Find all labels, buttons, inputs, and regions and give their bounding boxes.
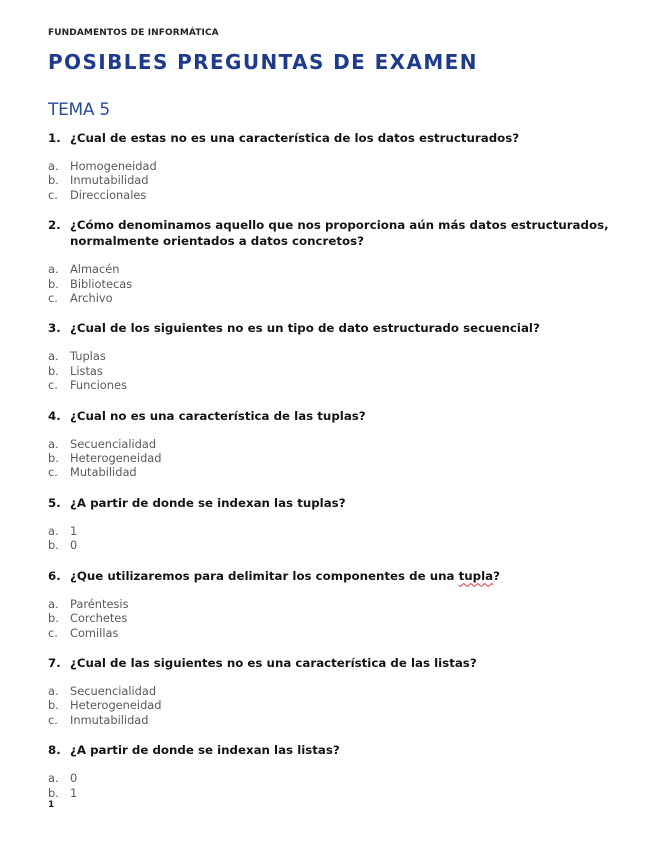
answer-option xyxy=(48,277,618,291)
option-text: 0 xyxy=(70,538,78,553)
option-letter: b. xyxy=(48,698,59,713)
question-text: ¿Cual de las siguientes no es una característica de las listas? xyxy=(70,655,477,670)
answer-option xyxy=(48,465,618,479)
option-letter: a. xyxy=(48,349,59,364)
option-text: Almacén xyxy=(70,262,120,277)
question-7 xyxy=(48,655,618,727)
answer-options xyxy=(48,262,618,305)
question-text: ¿Cómo denominamos aquello que nos proporciona aún más datos estructurados, normalmente orientados a datos concretos? xyxy=(70,218,609,249)
option-letter: c. xyxy=(48,187,58,202)
answer-option xyxy=(48,524,618,538)
question-3 xyxy=(48,320,618,392)
answer-option xyxy=(48,451,618,465)
question-5 xyxy=(48,495,618,553)
option-text: Mutabilidad xyxy=(70,465,137,480)
question-text-part: ? xyxy=(493,568,500,583)
answer-options xyxy=(48,349,618,392)
option-letter: b. xyxy=(48,611,59,626)
option-letter: c. xyxy=(48,625,58,640)
option-letter: b. xyxy=(48,451,59,466)
option-letter: c. xyxy=(48,291,58,306)
option-letter: a. xyxy=(48,436,59,451)
answer-options xyxy=(48,437,618,480)
answer-options xyxy=(48,771,618,800)
option-text: Archivo xyxy=(70,291,113,306)
option-letter: b. xyxy=(48,538,59,553)
answer-option xyxy=(48,188,618,202)
option-text: Direccionales xyxy=(70,187,147,202)
answer-option xyxy=(48,291,618,305)
answer-option xyxy=(48,698,618,712)
option-letter: a. xyxy=(48,523,59,538)
option-text: Inmutabilidad xyxy=(70,712,149,727)
option-letter: c. xyxy=(48,378,58,393)
answer-options xyxy=(48,159,618,202)
question-number: 2. xyxy=(48,218,61,233)
option-letter: b. xyxy=(48,276,59,291)
question-number: 4. xyxy=(48,408,61,423)
option-text: Bibliotecas xyxy=(70,276,133,291)
option-text: Heterogeneidad xyxy=(70,451,162,466)
section-title: TEMA 5 xyxy=(48,100,110,120)
option-text: Heterogeneidad xyxy=(70,698,162,713)
option-text: Funciones xyxy=(70,378,127,393)
question-number: 1. xyxy=(48,131,61,145)
option-text: Inmutabilidad xyxy=(70,173,149,188)
option-text: Secuencialidad xyxy=(70,683,157,698)
answer-option xyxy=(48,626,618,640)
question-text: ¿Cual de los siguientes no es un tipo de dato estructurado secuencial? xyxy=(70,321,540,336)
option-text: 1 xyxy=(70,785,78,800)
question-text: ¿Cual de estas no es una característica de los datos estructurados? xyxy=(70,131,520,145)
answer-option xyxy=(48,159,618,173)
question-number: 7. xyxy=(48,655,61,670)
option-text: 1 xyxy=(70,523,78,538)
question-number: 8. xyxy=(48,743,61,758)
question-number: 5. xyxy=(48,495,61,510)
question-2 xyxy=(48,217,618,305)
answer-option xyxy=(48,262,618,276)
answer-option xyxy=(48,538,618,552)
question-text: ¿A partir de donde se indexan las tuplas? xyxy=(70,495,346,510)
answer-option xyxy=(48,437,618,451)
option-letter: a. xyxy=(48,596,59,611)
option-letter: a. xyxy=(48,771,59,786)
option-letter: c. xyxy=(48,712,58,727)
question-text: ¿A partir de donde se indexan las listas? xyxy=(70,743,340,758)
option-letter: b. xyxy=(48,785,59,800)
answer-option xyxy=(48,713,618,727)
option-text: Paréntesis xyxy=(70,596,129,611)
answer-options xyxy=(48,597,618,640)
option-text: Corchetes xyxy=(70,611,128,626)
option-letter: b. xyxy=(48,363,59,378)
answer-option xyxy=(48,173,618,187)
question-text-part: ¿Que utilizaremos para delimitar los componentes de una xyxy=(70,568,459,583)
option-text: Homogeneidad xyxy=(70,159,157,173)
question-number: 6. xyxy=(48,568,61,583)
answer-option xyxy=(48,684,618,698)
question-1 xyxy=(48,130,618,202)
question-number: 3. xyxy=(48,321,61,336)
question-text: ¿Cual no es una característica de las tuplas? xyxy=(70,408,366,423)
option-text: Secuencialidad xyxy=(70,436,157,451)
answer-options xyxy=(48,524,618,553)
question-text xyxy=(70,568,618,584)
course-name: FUNDAMENTOS DE INFORMÁTICA xyxy=(48,28,219,38)
option-letter: a. xyxy=(48,159,59,173)
question-list xyxy=(48,130,618,815)
option-text: Tuplas xyxy=(70,349,106,364)
spellcheck-flagged-word: tupla xyxy=(458,568,494,583)
option-text: Listas xyxy=(70,363,103,378)
answer-option xyxy=(48,378,618,392)
option-text: Comillas xyxy=(70,625,119,640)
option-letter: b. xyxy=(48,173,59,188)
answer-option xyxy=(48,349,618,363)
answer-option xyxy=(48,597,618,611)
page-title: POSIBLES PREGUNTAS DE EXAMEN xyxy=(48,50,478,74)
question-4 xyxy=(48,408,618,480)
answer-options xyxy=(48,684,618,727)
question-6 xyxy=(48,568,618,640)
answer-option xyxy=(48,611,618,625)
answer-option xyxy=(48,786,618,800)
page-number: 1 xyxy=(48,800,55,810)
answer-option xyxy=(48,364,618,378)
answer-option xyxy=(48,771,618,785)
question-8 xyxy=(48,742,618,800)
option-letter: a. xyxy=(48,262,59,277)
option-text: 0 xyxy=(70,771,78,786)
option-letter: a. xyxy=(48,683,59,698)
option-letter: c. xyxy=(48,465,58,480)
